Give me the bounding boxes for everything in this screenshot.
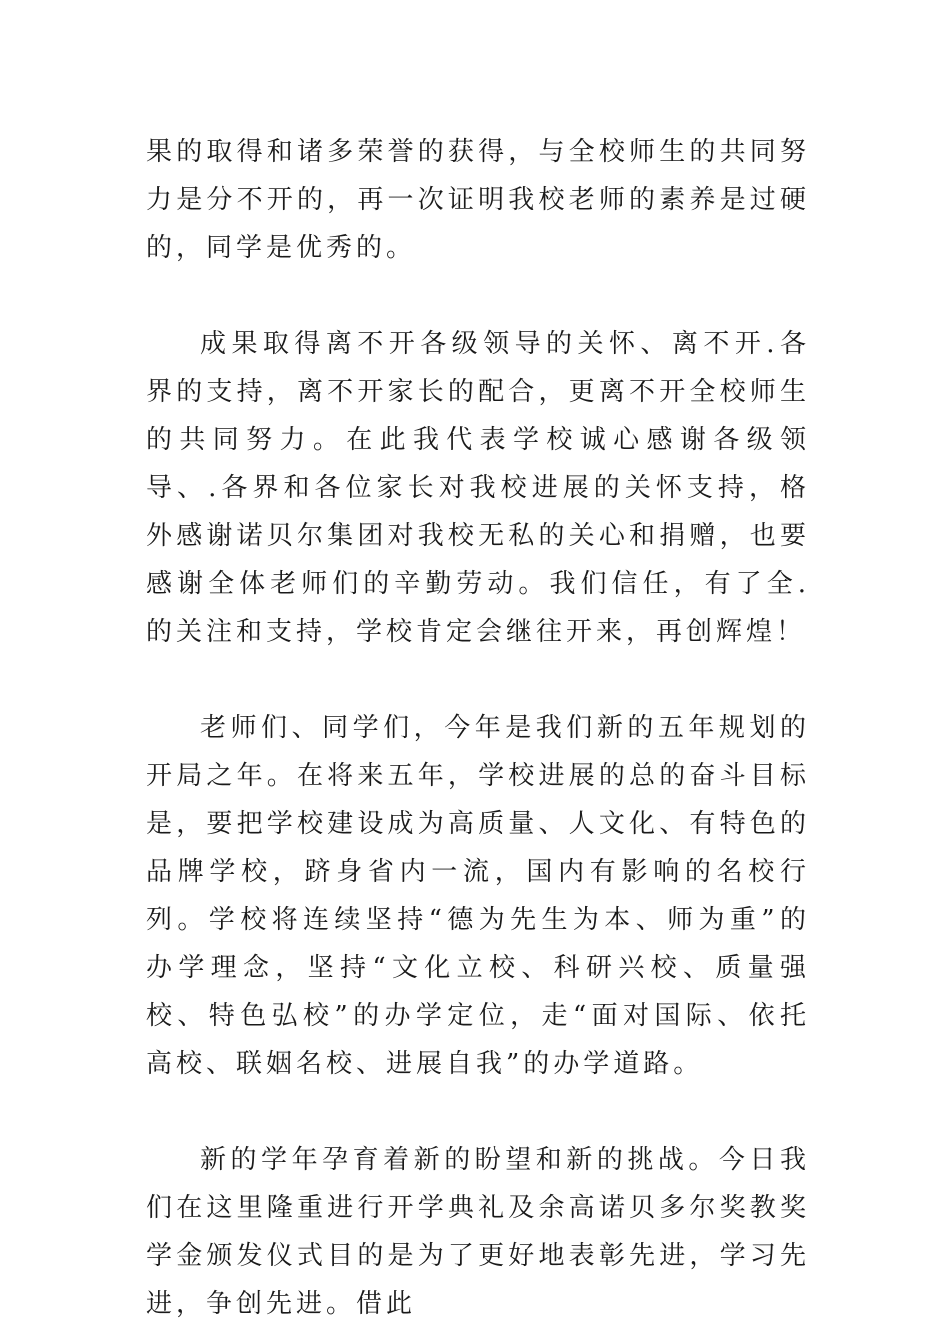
paragraph-2: 成果取得离不开各级领导的关怀、离不开.各界的支持，离不开家长的配合，更离不开全校师生的共同努力。在此我代表学校诚心感谢各级领导、.各界和各位家长对我校进展的关怀支持，格外感谢诺贝尔集团对我校无私的关心和捐赠，也要感谢全体老师们的辛勤劳动。我们信任，有了全.的关注和支持，学校肯定会继往开来，再创辉煌！ [146,329,810,647]
paragraph-4: 新的学年孕育着新的盼望和新的挑战。今日我们在这里隆重进行开学典礼及余高诺贝多尔奖教奖学金颁发仪式目的是为了更好地表彰先进，学习先进，争创先进。借此 [146,1145,810,1319]
paragraph-1: 果的取得和诸多荣誉的获得，与全校师生的共同努力是分不开的，再一次证明我校老师的素养是过硬的，同学是优秀的。 [146,137,810,263]
paragraph-3: 老师们、同学们，今年是我们新的五年规划的开局之年。在将来五年，学校进展的总的奋斗目标是，要把学校建设成为高质量、人文化、有特色的品牌学校，跻身省内一流，国内有影响的名校行列。学校将连续坚持“德为先生为本、师为重”的办学理念，坚持“文化立校、科研兴校、质量强校、特色弘校”的办学定位，走“面对国际、依托高校、联姻名校、进展自我”的办学道路。 [146,713,810,1079]
document-body [146,128,810,1328]
